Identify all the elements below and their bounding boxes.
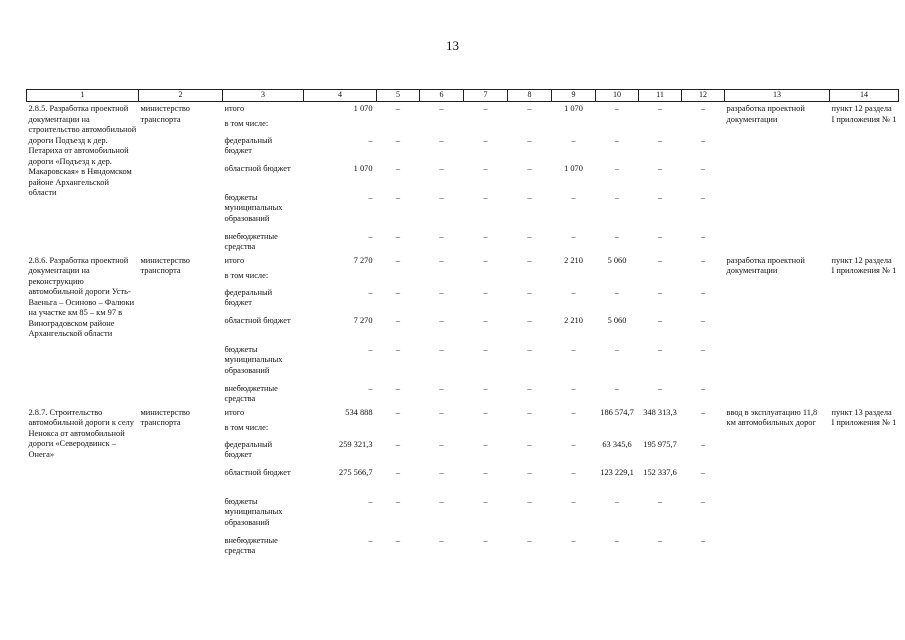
value-cell: – [368, 135, 373, 145]
value-cell: 1 070 [564, 163, 583, 173]
value-cell: – [657, 255, 663, 265]
value-cell: – [527, 467, 532, 477]
value-cell: – [700, 535, 706, 545]
value-cell: – [395, 315, 401, 325]
value-cell: – [614, 135, 620, 145]
value-cell: – [483, 383, 488, 393]
result-cell: разработка проектной документации [726, 255, 805, 275]
value-cell: 259 321,3 [339, 439, 373, 449]
value-cell: – [700, 135, 706, 145]
value-cell [420, 118, 464, 135]
value-cell: 534 888 [345, 407, 373, 417]
column-header: 11 [639, 90, 682, 102]
funding-source: федеральный бюджет [224, 135, 273, 155]
value-cell: – [395, 192, 401, 202]
value-cell [377, 118, 420, 135]
value-cell: – [483, 315, 488, 325]
value-cell: – [483, 104, 488, 113]
reference-cell: пункт 12 раздела I приложения № 1 [831, 104, 897, 124]
value-cell: 152 337,6 [643, 467, 677, 477]
value-cell: – [571, 535, 576, 545]
value-cell: – [571, 383, 576, 393]
value-cell [552, 422, 596, 439]
table-row [27, 406, 899, 422]
value-cell: – [368, 383, 373, 393]
column-header-row [27, 90, 899, 102]
page-number: 13 [446, 38, 459, 53]
value-cell: – [395, 287, 401, 297]
value-cell: 63 345,6 [602, 439, 632, 449]
value-cell: – [483, 231, 488, 241]
value-cell: – [368, 496, 373, 506]
value-cell: – [700, 287, 706, 297]
value-cell: – [439, 407, 444, 417]
column-header: 6 [420, 90, 464, 102]
funding-source: федеральный бюджет [224, 439, 273, 459]
value-cell: – [614, 535, 620, 545]
funding-source: областной бюджет [224, 467, 291, 477]
value-cell: – [395, 467, 401, 477]
value-cell: – [439, 344, 444, 354]
value-cell [377, 422, 420, 439]
value-cell: – [657, 383, 663, 393]
value-cell [639, 118, 682, 135]
funding-source: в том числе: [224, 270, 269, 280]
column-header: 3 [223, 90, 304, 102]
value-cell: – [657, 287, 663, 297]
value-cell: – [527, 255, 532, 265]
value-cell: – [483, 496, 488, 506]
value-cell: 1 070 [353, 163, 373, 173]
value-cell: – [657, 231, 663, 241]
value-cell [508, 118, 552, 135]
column-header: 12 [682, 90, 725, 102]
value-cell: – [439, 315, 444, 325]
value-cell [464, 270, 508, 287]
value-cell: – [614, 383, 620, 393]
funding-source: бюджеты муниципальных образований [224, 344, 283, 375]
value-cell [596, 270, 639, 287]
value-cell: 275 566,7 [339, 467, 373, 477]
funding-source: в том числе: [224, 118, 269, 128]
value-cell [377, 270, 420, 287]
value-cell: – [614, 104, 620, 113]
value-cell [552, 118, 596, 135]
value-cell [464, 422, 508, 439]
value-cell [596, 422, 639, 439]
value-cell: – [571, 344, 576, 354]
value-cell: – [483, 135, 488, 145]
funding-source: бюджеты муниципальных образований [224, 192, 283, 223]
value-cell: 7 270 [353, 315, 373, 325]
value-cell: – [439, 439, 444, 449]
value-cell: – [527, 287, 532, 297]
value-cell: – [657, 135, 663, 145]
value-cell: 2 210 [564, 315, 583, 325]
value-cell: – [700, 407, 706, 417]
value-cell: – [700, 104, 706, 113]
value-cell [682, 118, 725, 135]
value-cell: – [700, 439, 706, 449]
reference-cell: пункт 13 раздела I приложения № 1 [831, 407, 897, 427]
value-cell: – [657, 344, 663, 354]
column-header: 2 [139, 90, 223, 102]
executor-cell: министерство транспорта [140, 255, 190, 275]
value-cell: – [483, 255, 488, 265]
result-cell: разработка проектной документации [726, 104, 805, 124]
value-cell: – [395, 383, 401, 393]
funding-source: федеральный бюджет [224, 287, 273, 307]
column-header: 10 [596, 90, 639, 102]
measure-name: 2.8.7. Строительство автомобильной дороги к селу Ненокса от автомобильной дороги «Северодвинск – Онега» [28, 407, 134, 459]
value-cell [552, 270, 596, 287]
value-cell: – [483, 535, 488, 545]
value-cell [420, 270, 464, 287]
value-cell: – [571, 496, 576, 506]
value-cell: – [395, 407, 401, 417]
measure-name: 2.8.5. Разработка проектной документации на строительство автомобильной дороги Подъезд к дер. Петариха от автомобильной дороги «Подъезд к дер. Макаровская» в Няндомском районе Архангельской области [28, 104, 137, 197]
value-cell: – [657, 192, 663, 202]
value-cell: – [700, 163, 706, 173]
value-cell: – [527, 344, 532, 354]
column-header: 5 [377, 90, 420, 102]
value-cell [682, 270, 725, 287]
funding-source: внебюджетные средства [224, 383, 278, 403]
value-cell: – [368, 231, 373, 241]
table-row [27, 254, 899, 270]
value-cell: – [483, 439, 488, 449]
value-cell: – [527, 104, 532, 113]
value-cell: – [527, 192, 532, 202]
value-cell: – [614, 192, 620, 202]
value-cell: – [527, 231, 532, 241]
value-cell: – [527, 535, 532, 545]
value-cell: – [527, 315, 532, 325]
value-cell [596, 118, 639, 135]
value-cell: 5 060 [607, 315, 627, 325]
value-cell: – [368, 287, 373, 297]
value-cell: – [395, 231, 401, 241]
value-cell: – [700, 255, 706, 265]
value-cell: – [439, 496, 444, 506]
value-cell: – [368, 535, 373, 545]
value-cell [464, 118, 508, 135]
table-body [27, 102, 899, 558]
value-cell: 2 210 [564, 255, 583, 265]
funding-source: внебюджетные средства [224, 535, 278, 555]
value-cell [639, 422, 682, 439]
value-cell: – [439, 192, 444, 202]
value-cell: 1 070 [564, 104, 583, 113]
value-cell: – [700, 315, 706, 325]
value-cell: – [439, 104, 444, 113]
funding-source: областной бюджет [224, 163, 291, 173]
value-cell: – [700, 192, 706, 202]
value-cell [304, 118, 377, 135]
value-cell [420, 422, 464, 439]
value-cell: – [527, 135, 532, 145]
value-cell: – [439, 383, 444, 393]
value-cell: 123 229,1 [600, 467, 634, 477]
value-cell: – [527, 407, 532, 417]
value-cell: – [439, 231, 444, 241]
value-cell: – [395, 496, 401, 506]
value-cell: – [439, 287, 444, 297]
value-cell: – [571, 467, 576, 477]
value-cell: – [395, 135, 401, 145]
column-header: 13 [725, 90, 830, 102]
value-cell [682, 422, 725, 439]
value-cell: – [614, 231, 620, 241]
value-cell: – [439, 467, 444, 477]
executor-cell: министерство транспорта [140, 407, 190, 427]
result-cell: ввод в эксплуатацию 11,8 км автомобильных дорог [726, 407, 818, 427]
value-cell: – [439, 135, 444, 145]
value-cell: – [657, 104, 663, 113]
value-cell: 7 270 [353, 255, 373, 265]
value-cell [304, 422, 377, 439]
reference-cell: пункт 12 раздела I приложения № 1 [831, 255, 897, 275]
value-cell: – [395, 535, 401, 545]
value-cell: – [483, 163, 488, 173]
value-cell: 5 060 [607, 255, 627, 265]
column-header: 9 [552, 90, 596, 102]
value-cell: – [571, 407, 576, 417]
value-cell: – [368, 192, 373, 202]
value-cell: – [368, 344, 373, 354]
value-cell: – [571, 192, 576, 202]
funding-source: в том числе: [224, 422, 269, 432]
value-cell: – [657, 163, 663, 173]
value-cell: – [571, 135, 576, 145]
value-cell: – [483, 192, 488, 202]
value-cell: – [439, 535, 444, 545]
value-cell: – [527, 439, 532, 449]
value-cell: – [395, 344, 401, 354]
funding-source: областной бюджет [224, 315, 291, 325]
value-cell: 348 313,3 [643, 407, 677, 417]
value-cell: 195 975,7 [643, 439, 677, 449]
value-cell: – [483, 344, 488, 354]
value-cell: – [657, 496, 663, 506]
column-header: 1 [27, 90, 139, 102]
value-cell [508, 270, 552, 287]
value-cell: 186 574,7 [600, 407, 634, 417]
value-cell: – [483, 467, 488, 477]
value-cell: – [700, 496, 706, 506]
executor-cell: министерство транспорта [140, 104, 190, 124]
value-cell: – [700, 231, 706, 241]
column-header: 8 [508, 90, 552, 102]
measure-name: 2.8.6. Разработка проектной документации на реконструкцию автомобильной дороги Усть-Ваеньга – Осиново – Фалюки на участке км 85 – км 97 в Виноградовском районе Архангельской области [28, 255, 135, 338]
funding-source: бюджеты муниципальных образований [224, 496, 283, 527]
column-header: 4 [304, 90, 377, 102]
value-cell: – [614, 496, 620, 506]
value-cell: – [657, 315, 663, 325]
value-cell: – [614, 163, 620, 173]
value-cell: – [614, 344, 620, 354]
value-cell: – [395, 439, 401, 449]
value-cell: – [439, 255, 444, 265]
value-cell: – [483, 287, 488, 297]
value-cell: – [439, 163, 444, 173]
program-table [26, 89, 899, 558]
value-cell: – [395, 163, 401, 173]
value-cell: 1 070 [353, 104, 373, 113]
funding-source: внебюджетные средства [224, 231, 278, 251]
value-cell: – [527, 496, 532, 506]
table-row [27, 102, 899, 118]
value-cell: – [700, 383, 706, 393]
value-cell: – [700, 344, 706, 354]
funding-source: итого [224, 104, 245, 113]
value-cell [639, 270, 682, 287]
value-cell: – [395, 104, 401, 113]
funding-source: итого [224, 407, 245, 417]
column-header: 14 [830, 90, 899, 102]
funding-source: итого [224, 255, 245, 265]
value-cell: – [483, 407, 488, 417]
value-cell: – [700, 467, 706, 477]
value-cell [508, 422, 552, 439]
value-cell [304, 270, 377, 287]
value-cell: – [571, 231, 576, 241]
value-cell: – [527, 383, 532, 393]
value-cell: – [571, 287, 576, 297]
value-cell: – [571, 439, 576, 449]
column-header: 7 [464, 90, 508, 102]
value-cell: – [614, 287, 620, 297]
value-cell: – [395, 255, 401, 265]
value-cell: – [657, 535, 663, 545]
value-cell: – [527, 163, 532, 173]
